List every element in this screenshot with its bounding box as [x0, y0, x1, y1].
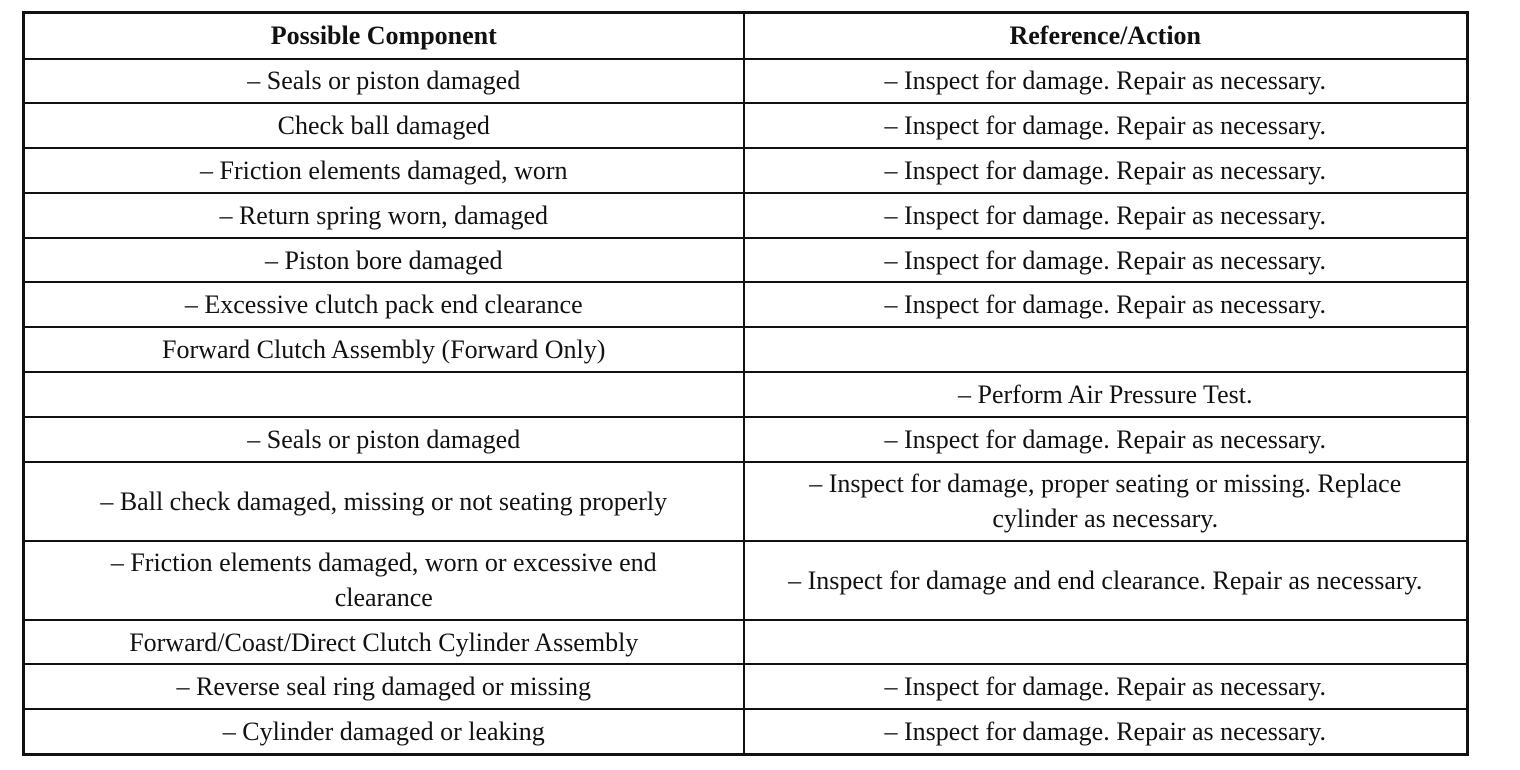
- reference-action-text: – Inspect for damage. Repair as necessary.: [884, 424, 1327, 454]
- possible-component-cell: [24, 541, 744, 620]
- possible-component-cell: [24, 327, 744, 372]
- possible-component-cell: [24, 417, 744, 462]
- table-row: [24, 462, 1468, 541]
- reference-action-cell: [744, 148, 1468, 193]
- table-row: [24, 417, 1468, 462]
- possible-component-text: – Friction elements damaged, worn or excessive end clearance: [110, 548, 657, 613]
- reference-action-cell: [744, 103, 1468, 148]
- possible-component-text: – Ball check damaged, missing or not seating properly: [100, 486, 668, 516]
- table-row: [24, 148, 1468, 193]
- reference-action-text: – Inspect for damage and end clearance. Repair as necessary.: [788, 565, 1423, 595]
- table-row: [24, 103, 1468, 148]
- reference-action-cell: [744, 372, 1468, 417]
- possible-component-cell: [24, 148, 744, 193]
- reference-action-text: – Inspect for damage. Repair as necessary.: [884, 66, 1327, 96]
- table-row: [24, 541, 1468, 620]
- reference-action-text: – Inspect for damage. Repair as necessary.: [884, 716, 1327, 746]
- header-row: [24, 13, 1468, 59]
- reference-action-text: – Inspect for damage. Repair as necessary.: [884, 245, 1327, 275]
- reference-action-text: – Inspect for damage. Repair as necessary.: [884, 672, 1327, 702]
- reference-action-text: – Perform Air Pressure Test.: [958, 379, 1253, 409]
- table-row: [24, 664, 1468, 709]
- possible-component-text: Forward Clutch Assembly (Forward Only): [162, 335, 606, 365]
- table-row: [24, 709, 1468, 754]
- possible-component-cell: [24, 620, 744, 665]
- reference-action-cell: [744, 664, 1468, 709]
- possible-component-cell: [24, 238, 744, 283]
- possible-component-text: – Seals or piston damaged: [247, 66, 521, 96]
- reference-action-cell: [744, 327, 1468, 372]
- possible-component-text: – Excessive clutch pack end clearance: [184, 290, 583, 320]
- reference-action-cell: [744, 282, 1468, 327]
- possible-component-cell: [24, 282, 744, 327]
- reference-action-cell: [744, 620, 1468, 665]
- reference-action-cell: [744, 238, 1468, 283]
- possible-component-cell: [24, 103, 744, 148]
- reference-action-cell: [744, 462, 1468, 541]
- possible-component-cell: [24, 193, 744, 238]
- reference-action-text: – Inspect for damage. Repair as necessary.: [884, 111, 1327, 141]
- reference-action-cell: [744, 59, 1468, 104]
- column-header-possible-component: Possible Component: [24, 13, 744, 59]
- possible-component-text: – Friction elements damaged, worn: [199, 155, 568, 185]
- possible-component-text: – Seals or piston damaged: [247, 424, 521, 454]
- reference-action-text: – Inspect for damage. Repair as necessary.: [884, 155, 1327, 185]
- possible-component-text: – Piston bore damaged: [264, 245, 503, 275]
- reference-action-cell: [744, 193, 1468, 238]
- table-row: [24, 327, 1468, 372]
- table-body: [24, 59, 1468, 755]
- table-row: [24, 282, 1468, 327]
- table-row: [24, 372, 1468, 417]
- reference-action-cell: [744, 417, 1468, 462]
- possible-component-cell: [24, 709, 744, 754]
- table-row: [24, 238, 1468, 283]
- possible-component-cell: [24, 664, 744, 709]
- reference-action-text: – Inspect for damage, proper seating or missing. Replace cylinder as necessary.: [809, 469, 1402, 534]
- possible-component-text: Check ball damaged: [277, 111, 490, 141]
- possible-component-cell: [24, 59, 744, 104]
- possible-component-cell: [24, 462, 744, 541]
- table-row: [24, 59, 1468, 104]
- possible-component-text: – Reverse seal ring damaged or missing: [176, 672, 591, 702]
- reference-action-text: – Inspect for damage. Repair as necessary.: [884, 200, 1327, 230]
- possible-component-text: – Cylinder damaged or leaking: [222, 716, 545, 746]
- table-row: [24, 620, 1468, 665]
- reference-action-cell: [744, 541, 1468, 620]
- reference-action-cell: [744, 709, 1468, 754]
- possible-component-text: Forward/Coast/Direct Clutch Cylinder Assembly: [129, 627, 639, 657]
- table-row: [24, 193, 1468, 238]
- possible-component-cell: [24, 372, 744, 417]
- diagnosis-table: [22, 11, 1469, 756]
- column-header-reference-action: Reference/Action: [744, 13, 1468, 59]
- reference-action-text: – Inspect for damage. Repair as necessary.: [884, 290, 1327, 320]
- possible-component-text: – Return spring worn, damaged: [219, 200, 549, 230]
